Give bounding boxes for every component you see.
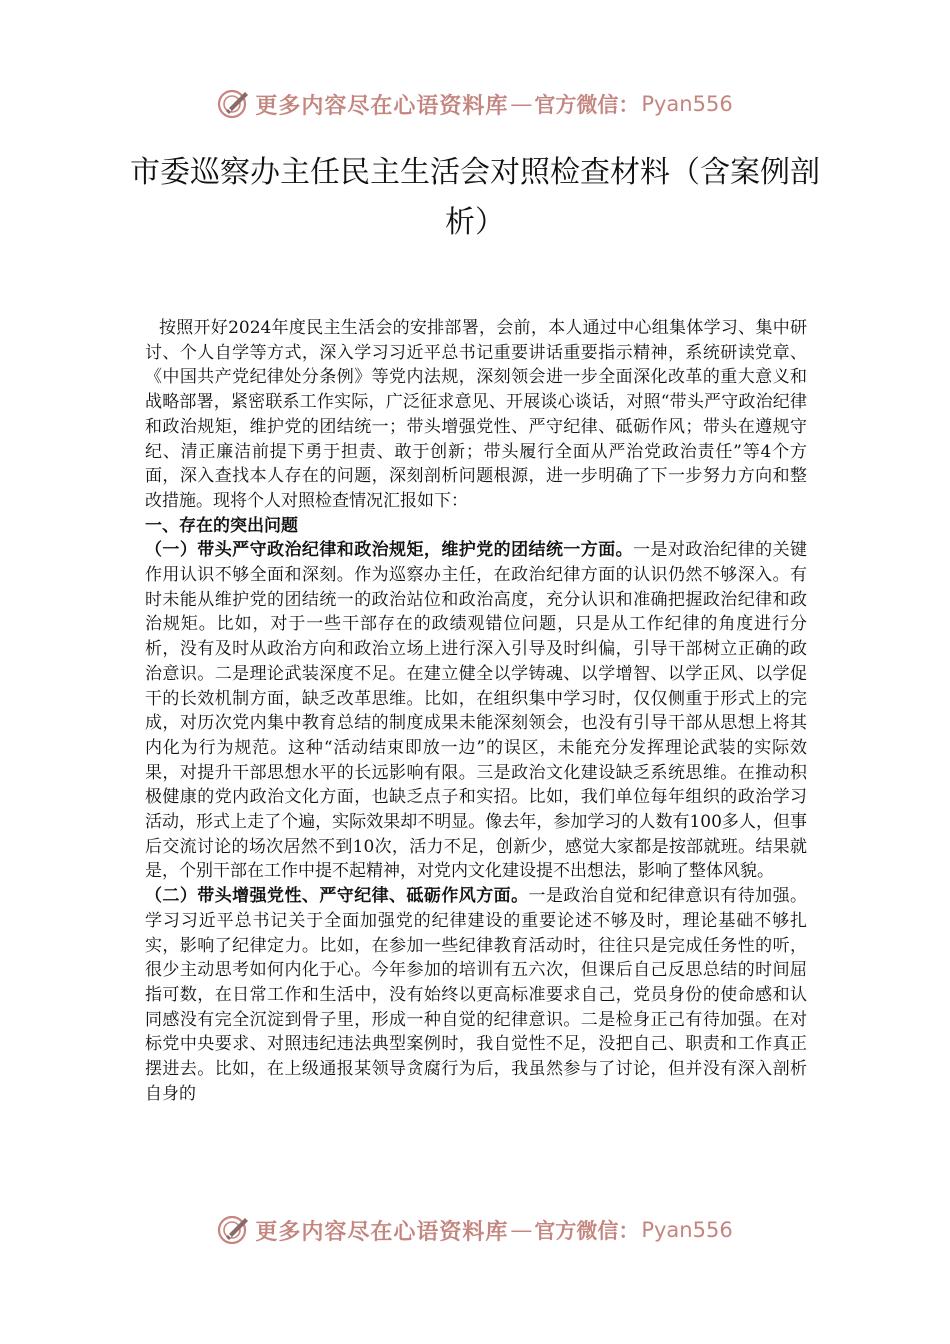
header-watermark-banner: [0, 82, 950, 126]
section-heading: 一、存在的突出问题: [145, 515, 298, 536]
banner-main-text: 更多内容尽在心语资料库: [255, 92, 509, 119]
section-item: [145, 884, 807, 1106]
document-body: [145, 316, 807, 1107]
banner-wechat-id: Pyan556: [641, 1218, 733, 1242]
footer-watermark-banner: [0, 1208, 950, 1252]
book-pen-logo-icon: [217, 1213, 251, 1247]
banner-main-text: 更多内容尽在心语资料库: [255, 1218, 509, 1245]
banner-dash: —: [510, 1217, 533, 1243]
book-pen-logo-icon: [217, 87, 251, 121]
banner-dash: —: [510, 91, 533, 117]
document-title: 市委巡察办主任民主生活会对照检查材料（含案例剖析）: [130, 155, 820, 240]
banner-wechat-id: Pyan556: [641, 92, 733, 116]
section-item: [145, 538, 807, 884]
intro-paragraph: 按照开好2024年度民主生活会的安排部署，会前，本人通过中心组集体学习、集中研讨、个人自学等方式，深入学习习近平总书记重要讲话重要指示精神，系统研读党章、《中国共产党纪律处分条例》等党内法规，深刻领会进一步全面深化改革的重大意义和战略部署，紧密联系工作实际，广泛征求意见、开展谈心谈话，对照“带头严守政治纪律和政治规矩，维护党的团结统一；带头增强党性、严守纪律、砥砺作风；带头在遵规守纪、清正廉洁前提下勇于担责、敢于创新；带头履行全面从严治党政治责任”等4个方面，深入查找本人存在的问题，深刻剖析问题根源，进一步明确了下一步努力方向和整改措施。现将个人对照检查情况汇报如下：: [145, 318, 807, 511]
item-lead: （二）带头增强党性、严守纪律、砥砺作风方面。: [145, 886, 529, 907]
item-lead: （一）带头严守政治纪律和政治规矩，维护党的团结统一方面。: [145, 540, 634, 561]
item-text: 一是政治自觉和纪律意识有待加强。学习习近平总书记关于全面加强党的纪律建设的重要论述不够及时，理论基础不够扎实，影响了纪律定力。比如，在参加一些纪律教育活动时，往往只是完成任务性的听，很少主动思考如何内化于心。今年参加的培训有五六次，但课后自己反思总结的时间屈指可数，在日常工作和生活中，没有始终以更高标准要求自己，党员身份的使命感和认同感没有完全沉淀到骨子里，形成一种自觉的纪律意识。二是检身正己有待加强。在对标党中央要求、对照违纪违法典型案例时，我自觉性不足，没把自己、职责和工作真正摆进去。比如，在上级通报某领导贪腐行为后，我虽然参与了讨论，但并没有深入剖析自身的: [145, 886, 808, 1104]
banner-wechat-label: 官方微信：: [534, 92, 640, 117]
item-text: 一是对政治纪律的关键作用认识不够全面和深刻。作为巡察办主任，在政治纪律方面的认识仍然不够深入。有时未能从维护党的团结统一的政治站位和政治高度，充分认识和准确把握政治纪律和政治规矩。比如，对于一些干部存在的政绩观错位问题，只是从工作纪律的角度进行分析，没有及时从政治方向和政治立场上进行深入引导及时纠偏，引导干部树立正确的政治意识。二是理论武装深度不足。在建立健全以学铸魂、以学增智、以学正风、以学促干的长效机制方面，缺乏改革思维。比如，在组织集中学习时，仅仅侧重于形式上的完成，对历次党内集中教育总结的制度成果未能深刻领会，也没有引导干部从思想上将其内化为行为规范。这种“活动结束即放一边”的误区，未能充分发挥理论武装的实际效果，对提升干部思想水平的长远影响有限。三是政治文化建设缺乏系统思维。在推动积极健康的党内政治文化方面，也缺乏点子和实招。比如，我们单位每年组织的政治学习活动，形式上走了个遍，实际效果却不明显。像去年，参加学习的人数有100多人，但事后交流讨论的场次居然不到10次，活力不足，创新少，感觉大家都是按部就班。结果就是，个别干部在工作中提不起精神，对党内文化建设提不出想法，影响了整体风貌。: [145, 540, 808, 882]
banner-wechat-label: 官方微信：: [534, 1218, 640, 1243]
